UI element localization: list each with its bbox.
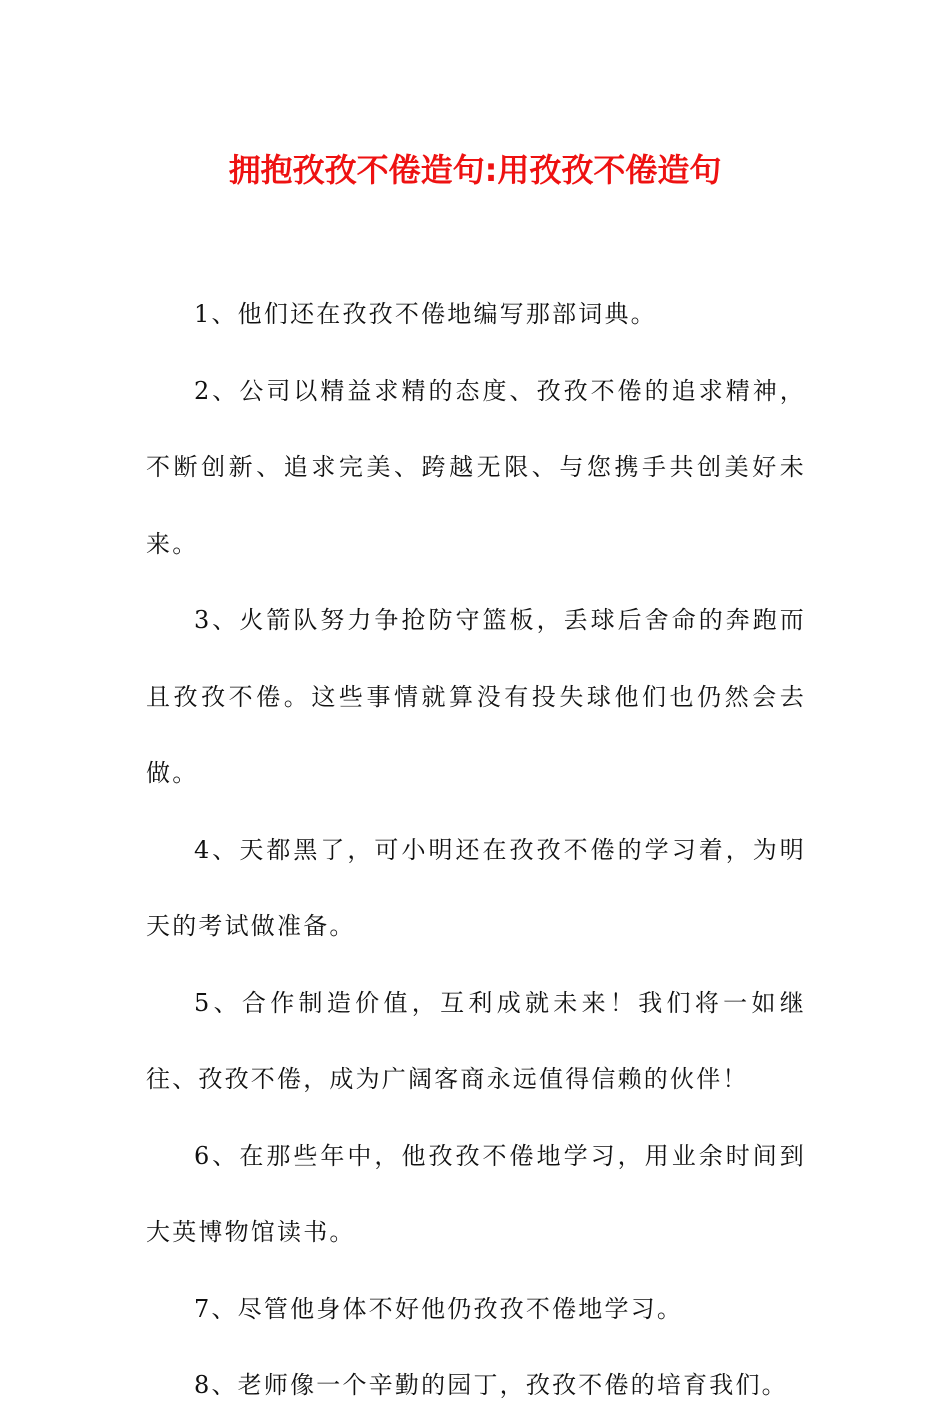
document-body: [146, 276, 806, 1424]
sentence-3: 3、火箭队努力争抢防守篮板，丢球后舍命的奔跑而且孜孜不倦。这些事情就算没有投失球他们也仍然会去做。: [146, 606, 806, 787]
sentence-1: 1、他们还在孜孜不倦地编写那部词典。: [194, 300, 657, 328]
sentence-5: 5、合作制造价值，互利成就未来！我们将一如继往、孜孜不倦，成为广阔客商永远值得信赖的伙伴！: [146, 988, 806, 1093]
sentence-6: 6、在那些年中，他孜孜不倦地学习，用业余时间到大英博物馆读书。: [146, 1141, 806, 1246]
sentence-7: 7、尽管他身体不好他仍孜孜不倦地学习。: [194, 1294, 684, 1323]
sentence-4: 4、天都黑了，可小明还在孜孜不倦的学习着，为明天的考试做准备。: [146, 835, 806, 940]
sentence-8: 8、老师像一个辛勤的园丁，孜孜不倦的培育我们。: [194, 1371, 788, 1399]
sentence-2: 2、公司以精益求精的态度、孜孜不倦的追求精神，不断创新、追求完美、跨越无限、与您携手共创美好未来。: [146, 376, 806, 558]
document-title: 拥抱孜孜不倦造句:用孜孜不倦造句: [228, 151, 722, 189]
